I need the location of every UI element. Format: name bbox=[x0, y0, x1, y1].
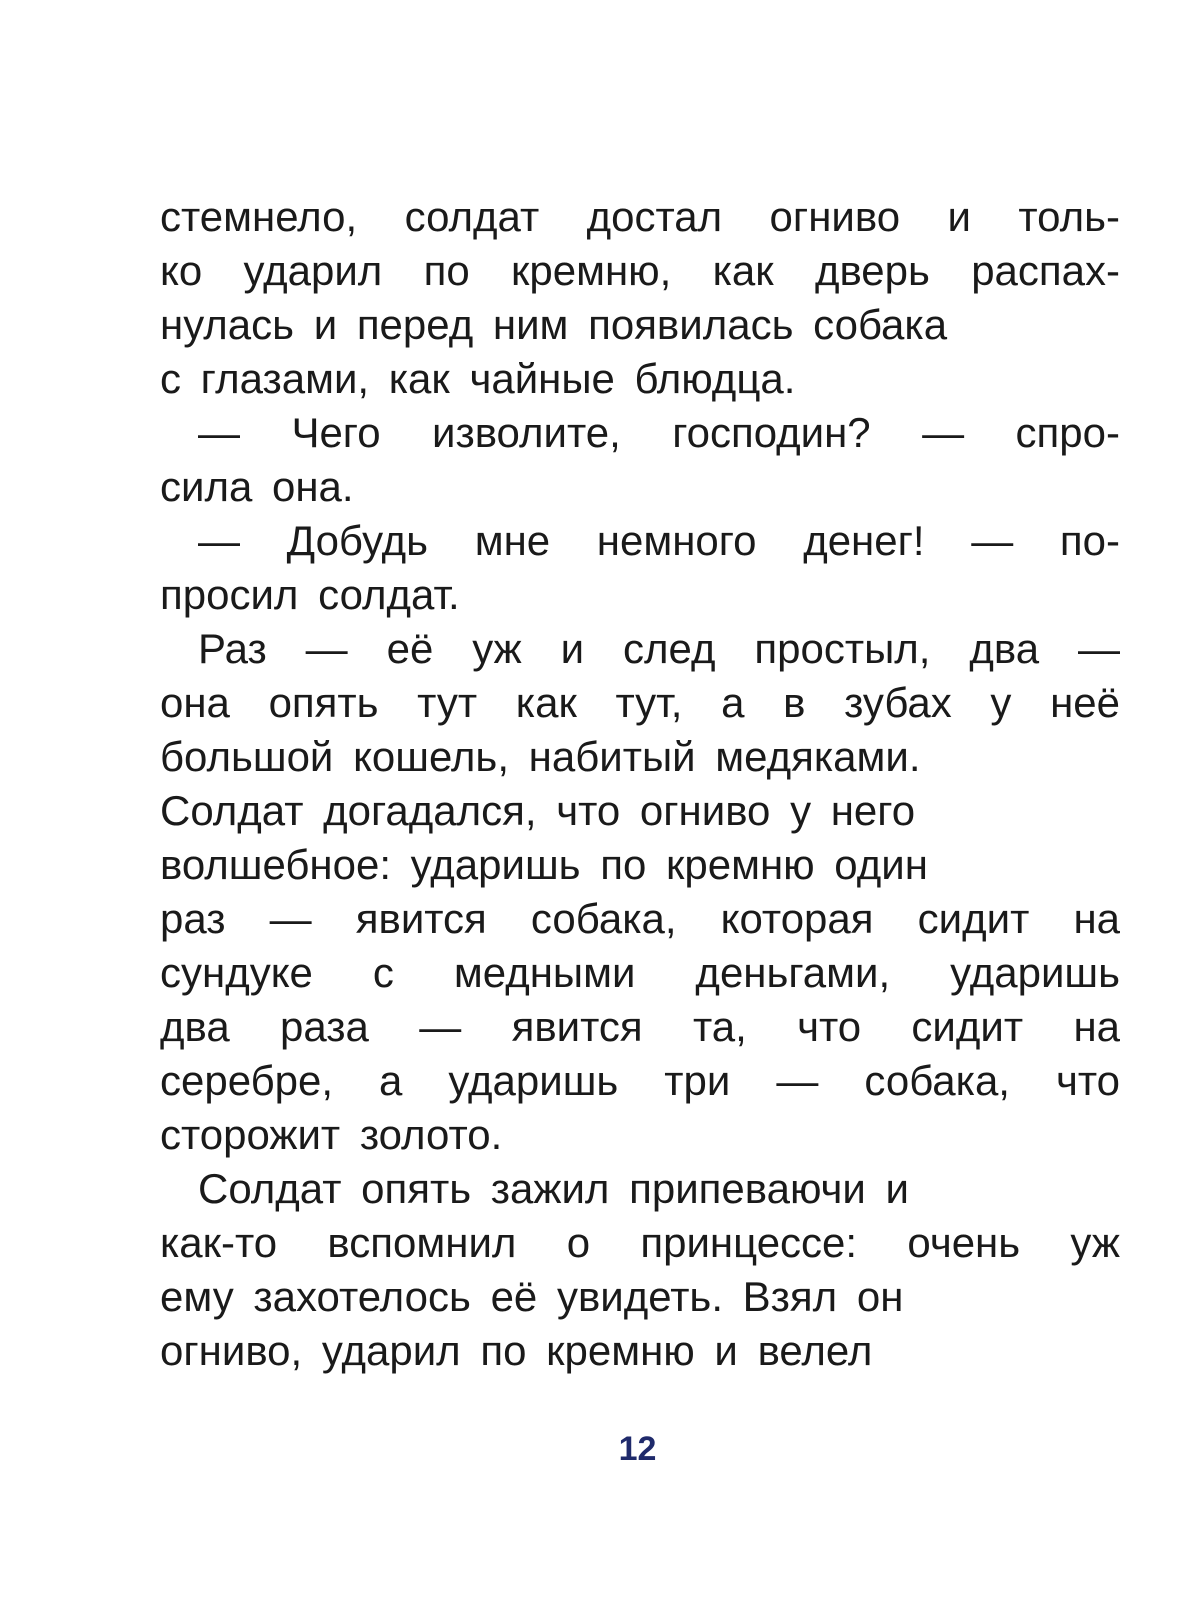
text-line: серебре, а ударишь три — собака, что bbox=[160, 1057, 1120, 1104]
text-line: сила она. bbox=[160, 463, 354, 510]
text-line: два раза — явится та, что сидит на bbox=[160, 1003, 1120, 1050]
text-line: она опять тут как тут, а в зубах у неё bbox=[160, 679, 1120, 726]
text-line: — Добудь мне немного денег! — по- bbox=[198, 517, 1120, 564]
text-line: нулась и перед ним появилась собака bbox=[160, 301, 948, 348]
text-line: с глазами, как чайные блюдца. bbox=[160, 355, 796, 402]
page-number: 12 bbox=[618, 1430, 657, 1468]
text-line: — Чего изволите, господин? — спро- bbox=[198, 409, 1120, 456]
text-line: ему захотелось её увидеть. Взял он bbox=[160, 1273, 904, 1320]
text-line: Солдат догадался, что огниво у него bbox=[160, 787, 916, 834]
text-line: ко ударил по кремню, как дверь распах- bbox=[160, 247, 1120, 294]
text-line: огниво, ударил по кремню и велел bbox=[160, 1327, 873, 1374]
text-line: волшебное: ударишь по кремню один bbox=[160, 841, 928, 888]
text-line: сундуке с медными деньгами, ударишь bbox=[160, 949, 1120, 996]
text-line: стемнело, солдат достал огниво и толь- bbox=[160, 193, 1120, 240]
text-line: большой кошель, набитый медяками. bbox=[160, 733, 921, 780]
text-line: Раз — её уж и след простыл, два — bbox=[198, 625, 1120, 672]
text-line: раз — явится собака, которая сидит на bbox=[160, 895, 1120, 942]
text-line: Солдат опять зажил припеваючи и bbox=[198, 1165, 910, 1212]
text-line: просил солдат. bbox=[160, 571, 460, 618]
story-text bbox=[160, 190, 1120, 1378]
text-line: сторожит золото. bbox=[160, 1111, 503, 1158]
text-line: как-то вспомнил о принцессе: очень уж bbox=[160, 1219, 1120, 1266]
